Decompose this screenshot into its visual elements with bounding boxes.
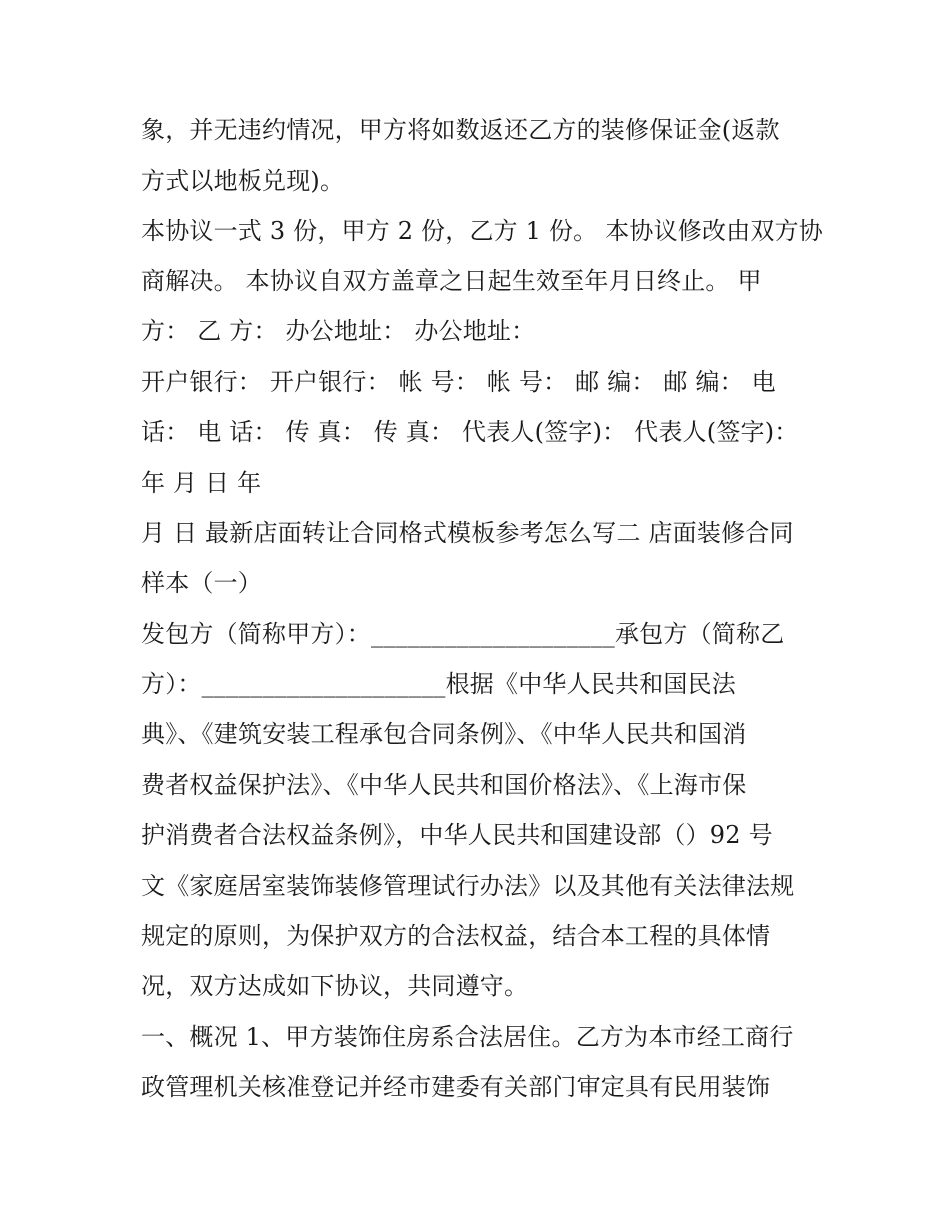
text-line: 方式以地板兑现)。 bbox=[141, 167, 345, 195]
text-line: 费者权益保护法》、《中华人民共和国价格法》、《上海市保 bbox=[141, 771, 747, 799]
text-line: 况，双方达成如下协议，共同遵守。 bbox=[141, 972, 529, 1000]
text-line: 方）：____________________根据《中华人民共和国民法 bbox=[141, 670, 736, 698]
text-line: 本协议一式 3 份，甲方 2 份，乙方 1 份。 本协议修改由双方协 bbox=[141, 217, 824, 245]
text-line: 文《家庭居室装饰装修管理试行办法》以及其他有关法律法规 bbox=[141, 872, 795, 900]
text-line: 发包方（简称甲方）：____________________承包方（简称乙 bbox=[141, 620, 785, 648]
text-line: 典》、《建筑安装工程承包合同条例》、《中华人民共和国消 bbox=[141, 720, 747, 748]
text-line: 规定的原则，为保护双方的合法权益，结合本工程的具体情 bbox=[141, 922, 771, 950]
text-line: 政管理机关核准登记并经市建委有关部门审定具有民用装饰 bbox=[141, 1073, 771, 1101]
text-line: 年 月 日 年 bbox=[141, 469, 262, 497]
text-line: 方： 乙 方： 办公地址： 办公地址： bbox=[141, 317, 536, 345]
text-line: 护消费者合法权益条例》，中华人民共和国建设部（）92 号 bbox=[141, 821, 773, 849]
text-line: 商解决。 本协议自双方盖章之日起生效至年月日终止。 甲 bbox=[141, 267, 762, 295]
text-line: 月 日 最新店面转让合同格式模板参考怎么写二 店面装修合同 bbox=[141, 519, 794, 547]
text-line: 样本（一） bbox=[141, 569, 262, 597]
text-line: 象，并无违约情况，甲方将如数返还乙方的装修保证金(返款 bbox=[141, 116, 780, 144]
text-line: 开户银行： 开户银行： 帐 号： 帐 号： 邮 编： 邮 编： 电 bbox=[141, 368, 776, 396]
text-line: 一、概况 1、甲方装饰住房系合法居住。乙方为本市经工商行 bbox=[141, 1023, 794, 1051]
text-line: 话： 电 话： 传 真： 传 真： 代表人(签字)： 代表人(签字)： bbox=[141, 418, 799, 446]
